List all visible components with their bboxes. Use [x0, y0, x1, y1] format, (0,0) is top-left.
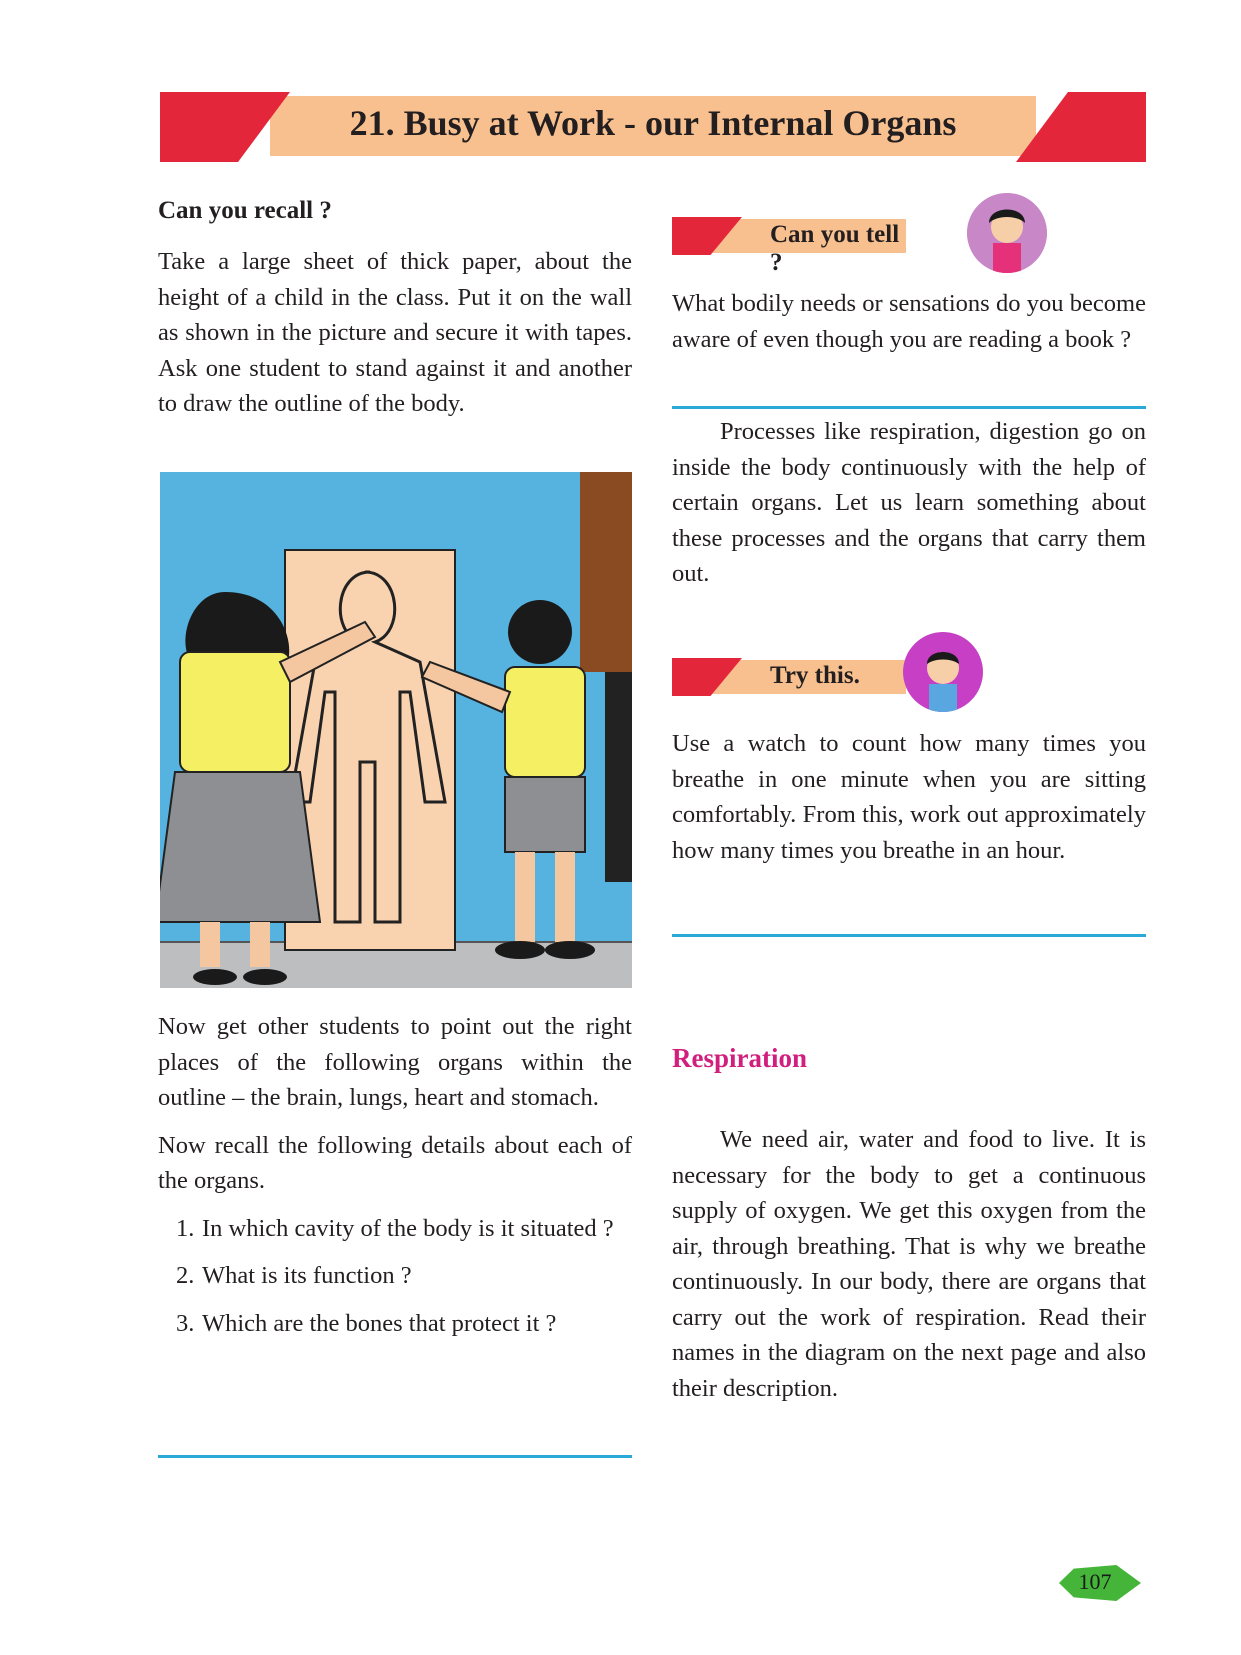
tell-question: What bodily needs or sensations do you become aware of even though you are reading a book ?: [672, 290, 1146, 353]
recall-details-paragraph: Now recall the following details about each of the organs.: [158, 1131, 632, 1194]
can-you-tell-banner: [672, 217, 906, 276]
can-you-tell-label: Can you tell ?: [770, 221, 900, 276]
try-this-label: Try this.: [770, 662, 860, 689]
try-this-banner: [672, 658, 906, 696]
chapter-title-banner: [160, 92, 1146, 162]
boy-avatar-icon: [903, 632, 983, 712]
section-divider: [158, 1455, 632, 1458]
recall-heading: Can you recall ?: [158, 197, 332, 224]
list-item: 2. What is its function ?: [176, 1262, 412, 1289]
try-this-text: Use a watch to count how many times you breathe in one minute when you are sitting comfortably. From this, work out approximately how many times you breathe in an hour.: [672, 730, 1146, 864]
recall-questions-list: [158, 1211, 632, 1342]
list-item: 1. In which cavity of the body is it situated ?: [176, 1214, 614, 1242]
list-item: 3. Which are the bones that protect it ?: [176, 1309, 557, 1337]
organs-paragraph: Now get other students to point out the right places of the following organs within the outline – the brain, lungs, heart and stomach.: [158, 1013, 632, 1111]
section-divider: [672, 406, 1146, 409]
section-divider: [672, 934, 1146, 937]
girl-avatar-icon: [967, 193, 1047, 273]
processes-paragraph: Processes like respiration, digestion go on inside the body continuously with the help of certain organs. Let us learn something about these processes and the organs that carry them out.: [672, 418, 1146, 587]
page-number: 107: [1078, 1569, 1112, 1594]
respiration-paragraph: We need air, water and food to live. It is necessary for the body to get a continuous supply of oxygen. We get this oxygen from the air, through breathing. That is why we breathe continuously. In our body, there are organs that carry out the work of respiration. Read their names in the diagram on the next page and also their description.: [672, 1126, 1146, 1402]
chapter-title: 21. Busy at Work - our Internal Organs: [349, 103, 957, 143]
respiration-heading: Respiration: [672, 1043, 807, 1073]
recall-paragraph: Take a large sheet of thick paper, about the height of a child in the class. Put it on the wall as shown in the picture and secure it with tapes. Ask one student to stand against it and another to draw the outline of the body.: [158, 248, 632, 417]
body-outline-illustration: [160, 472, 632, 988]
page-number-badge: [1045, 1563, 1145, 1603]
